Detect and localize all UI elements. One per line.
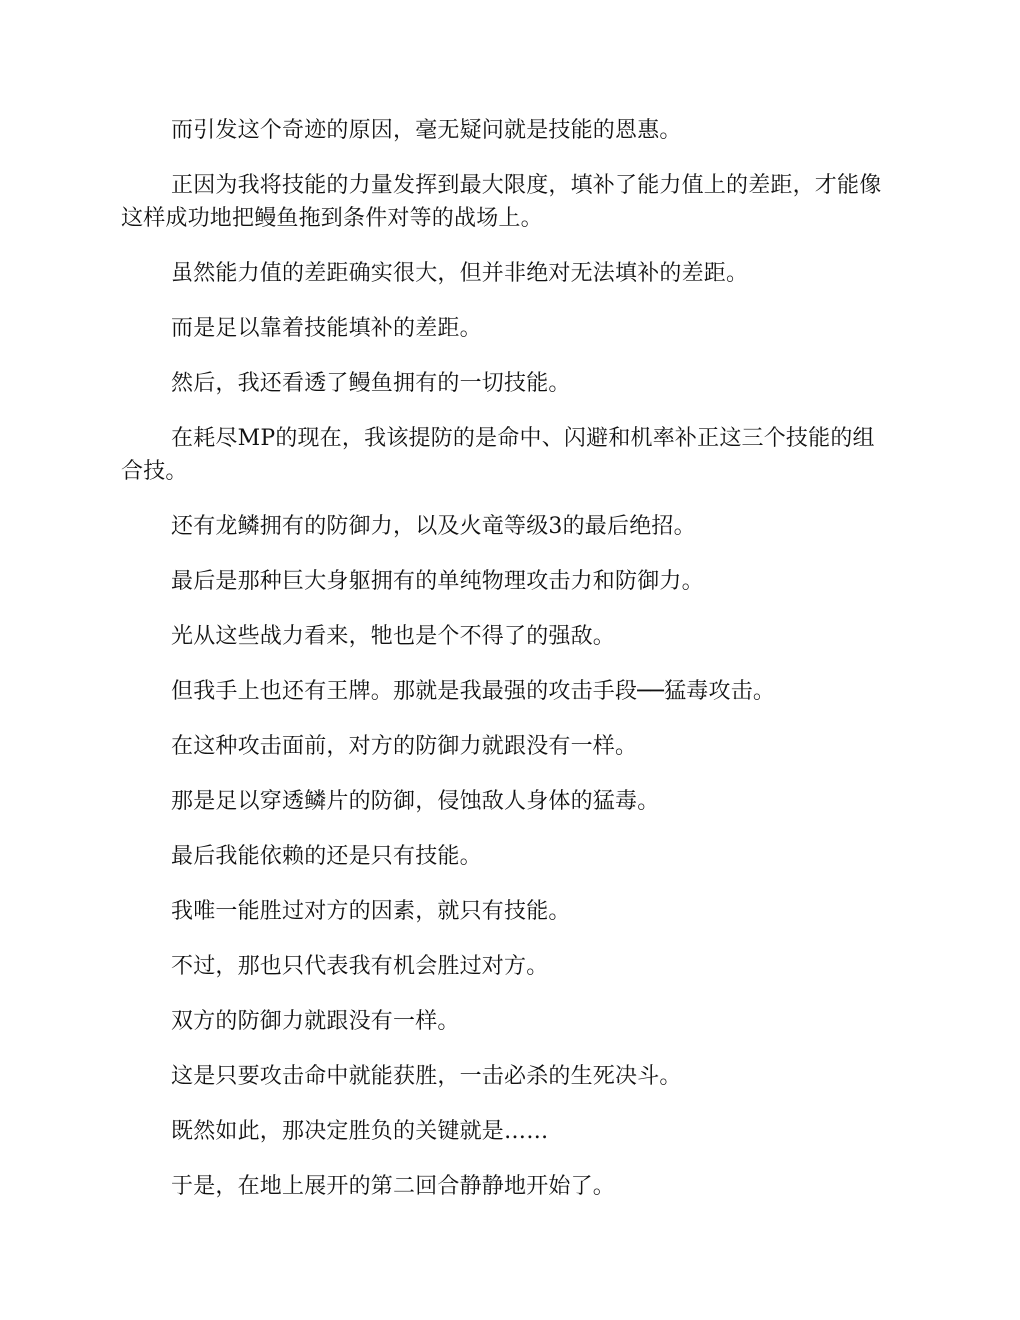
paragraph: 正因为我将技能的力量发挥到最大限度，填补了能力值上的差距，才能像这样成功地把鳗鱼拖到条件对等的战场上。 xyxy=(121,173,882,231)
paragraph: 还有龙鳞拥有的防御力，以及火竜等级3的最后绝招。 xyxy=(171,514,696,539)
paragraph: 既然如此，那决定胜负的关键就是…… xyxy=(171,1119,549,1144)
paragraph: 我唯一能胜过对方的因素，就只有技能。 xyxy=(171,899,571,924)
paragraph: 在耗尽MP的现在，我该提防的是命中、闪避和机率补正这三个技能的组合技。 xyxy=(121,426,875,484)
paragraph: 不过，那也只代表我有机会胜过对方。 xyxy=(171,954,549,979)
paragraph: 于是，在地上展开的第二回合静静地开始了。 xyxy=(171,1174,616,1199)
paragraph: 光从这些战力看来，牠也是个不得了的强敌。 xyxy=(171,624,616,649)
paragraph: 在这种攻击面前，对方的防御力就跟没有一样。 xyxy=(171,734,638,759)
paragraph: 而是足以靠着技能填补的差距。 xyxy=(171,316,482,341)
paragraph: 双方的防御力就跟没有一样。 xyxy=(171,1009,460,1034)
paragraph: 最后是那种巨大身躯拥有的单纯物理攻击力和防御力。 xyxy=(171,569,704,594)
paragraph: 然后，我还看透了鳗鱼拥有的一切技能。 xyxy=(171,371,571,396)
paragraph: 而引发这个奇迹的原因，毫无疑问就是技能的恩惠。 xyxy=(171,118,682,143)
paragraph: 但我手上也还有王牌。那就是我最强的攻击手段──猛毒攻击。 xyxy=(171,679,776,704)
paragraph: 最后我能依赖的还是只有技能。 xyxy=(171,844,482,869)
paragraph: 这是只要攻击命中就能获胜，一击必杀的生死决斗。 xyxy=(171,1064,682,1089)
paragraph: 虽然能力值的差距确实很大，但并非绝对无法填补的差距。 xyxy=(171,261,749,286)
paragraph: 那是足以穿透鳞片的防御，侵蚀敌人身体的猛毒。 xyxy=(171,789,660,814)
body-text xyxy=(121,114,891,1225)
